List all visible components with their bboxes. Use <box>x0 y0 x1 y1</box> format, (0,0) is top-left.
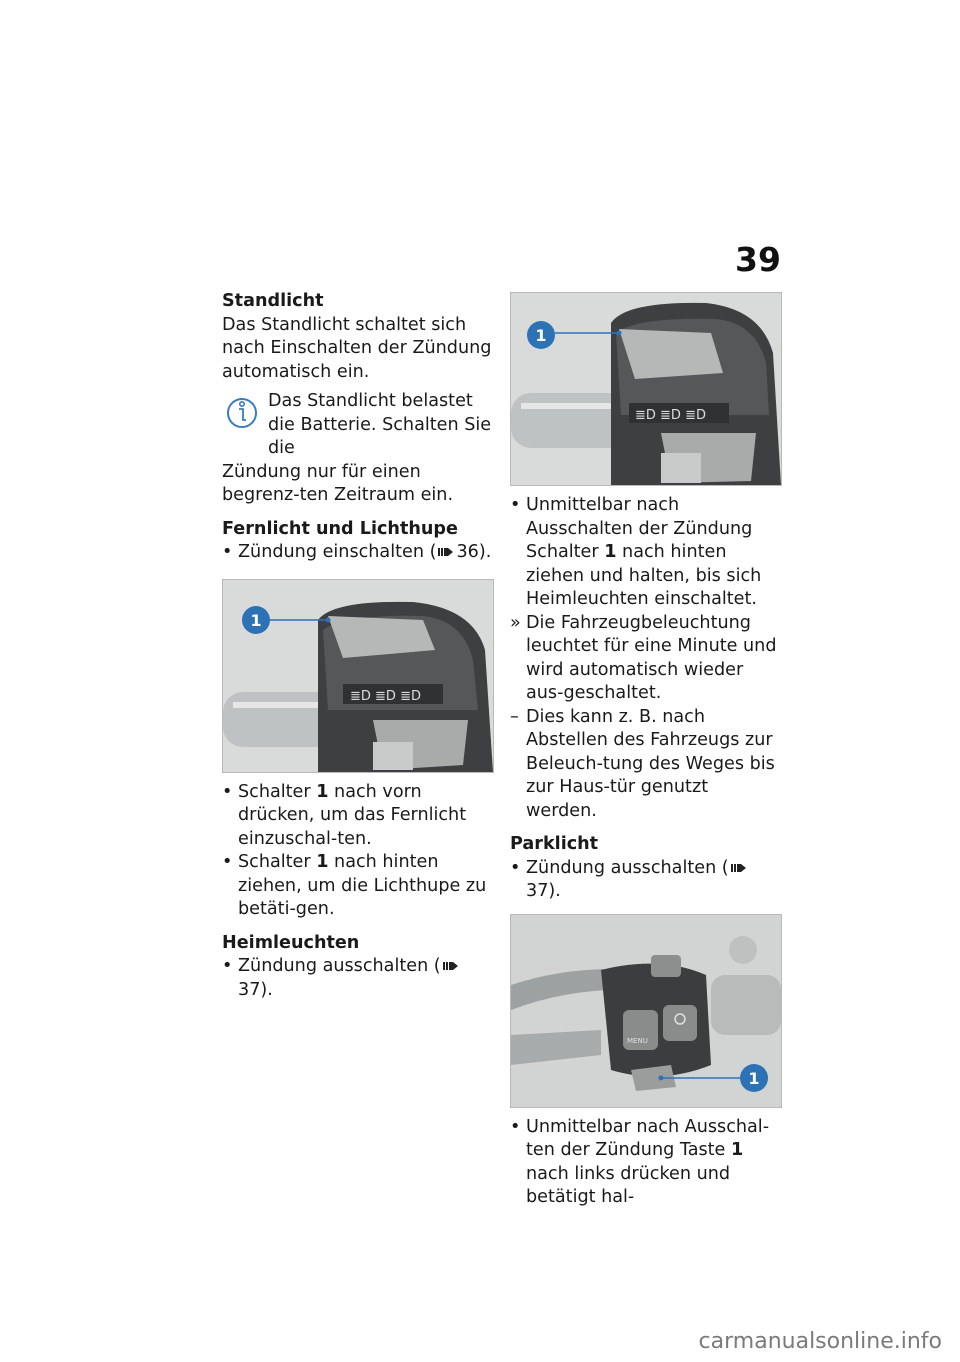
page-reference-arrow-icon <box>731 862 747 874</box>
park-step-ref[interactable]: 37 <box>526 881 549 901</box>
handlebar-switch-figure-2 <box>510 292 782 486</box>
standlicht-heading: Standlicht <box>222 291 324 311</box>
right-column <box>510 292 782 1210</box>
fernlicht-step-text: Zündung einschalten ( <box>238 542 437 562</box>
figure-1-callout: 1 <box>250 610 262 630</box>
left-column <box>222 290 494 1002</box>
dash-marker: – <box>510 706 519 727</box>
note-text-rest: Zündung nur für einen begrenz-ten Zeitraum ein. <box>222 461 454 505</box>
result-line: » Die Fahrzeugbeleuchtung leuchtet für eine Minute und wird automatisch wieder aus-geschaltet. <box>510 612 777 703</box>
note-text-first: Das Standlicht belastet die Batterie. Schalten Sie die <box>268 391 492 458</box>
info-note <box>222 390 494 461</box>
standlicht-text: Das Standlicht schaltet sich nach Einschalten der Zündung automatisch ein. <box>222 314 492 382</box>
heimleuchten-heading: Heimleuchten <box>222 932 360 953</box>
heim-step-ref[interactable]: 37 <box>238 979 261 1000</box>
bullet-heimleuchten-action: • Unmittelbar nach Ausschalten der Zündung Schalter 1 nach hinten ziehen und halten, bis sich Heimleuchten einschaltet. <box>510 495 762 609</box>
fernlicht-heading: Fernlicht und Lichthupe <box>222 518 458 539</box>
heim-step: • Zündung ausschalten (37). <box>222 955 494 1002</box>
watermark: carmanualsonline.info <box>698 1329 942 1354</box>
bullet-backward: • Schalter 1 nach hinten ziehen, um die Lichthupe zu betäti-gen. <box>222 852 487 919</box>
page-reference-arrow-icon <box>443 960 459 972</box>
figure-2-callout: 1 <box>535 326 547 345</box>
park-step: • Zündung ausschalten (37). <box>510 857 782 904</box>
fernlicht-step-ref[interactable]: 36 <box>456 542 479 562</box>
dash-line: – Dies kann z. B. nach Abstellen des Fahrzeugs zur Beleuch-tung des Weges bis zur Haus-tür genutzt werden. <box>510 706 775 821</box>
parklicht-heading: Parklicht <box>510 834 599 854</box>
fernlicht-step: • Zündung einschalten ( 36). <box>222 541 494 565</box>
bullet-parklicht-action: • Unmittelbar nach Ausschal-ten der Zündung Taste 1 nach links drücken und betätigt hal- <box>510 1116 770 1207</box>
info-icon <box>226 392 258 432</box>
figure-3-callout: 1 <box>748 1068 760 1088</box>
figure-3-menu-label: MENU <box>627 1036 648 1045</box>
page-number: 39 <box>735 240 781 279</box>
svg-text:≣D ≣D ≣D: ≣D ≣D ≣D <box>635 408 706 423</box>
handlebar-switch-figure-1 <box>222 579 494 773</box>
svg-text:≣D ≣D ≣D: ≣D ≣D ≣D <box>350 688 421 704</box>
bullet-marker: • <box>222 542 233 562</box>
bullet-forward: • Schalter 1 nach vorn drücken, um das Fernlicht einzuschal-ten. <box>222 781 467 849</box>
page-reference-arrow-icon <box>438 546 454 558</box>
result-marker: » <box>510 612 521 633</box>
handlebar-switch-figure-3 <box>510 914 782 1108</box>
